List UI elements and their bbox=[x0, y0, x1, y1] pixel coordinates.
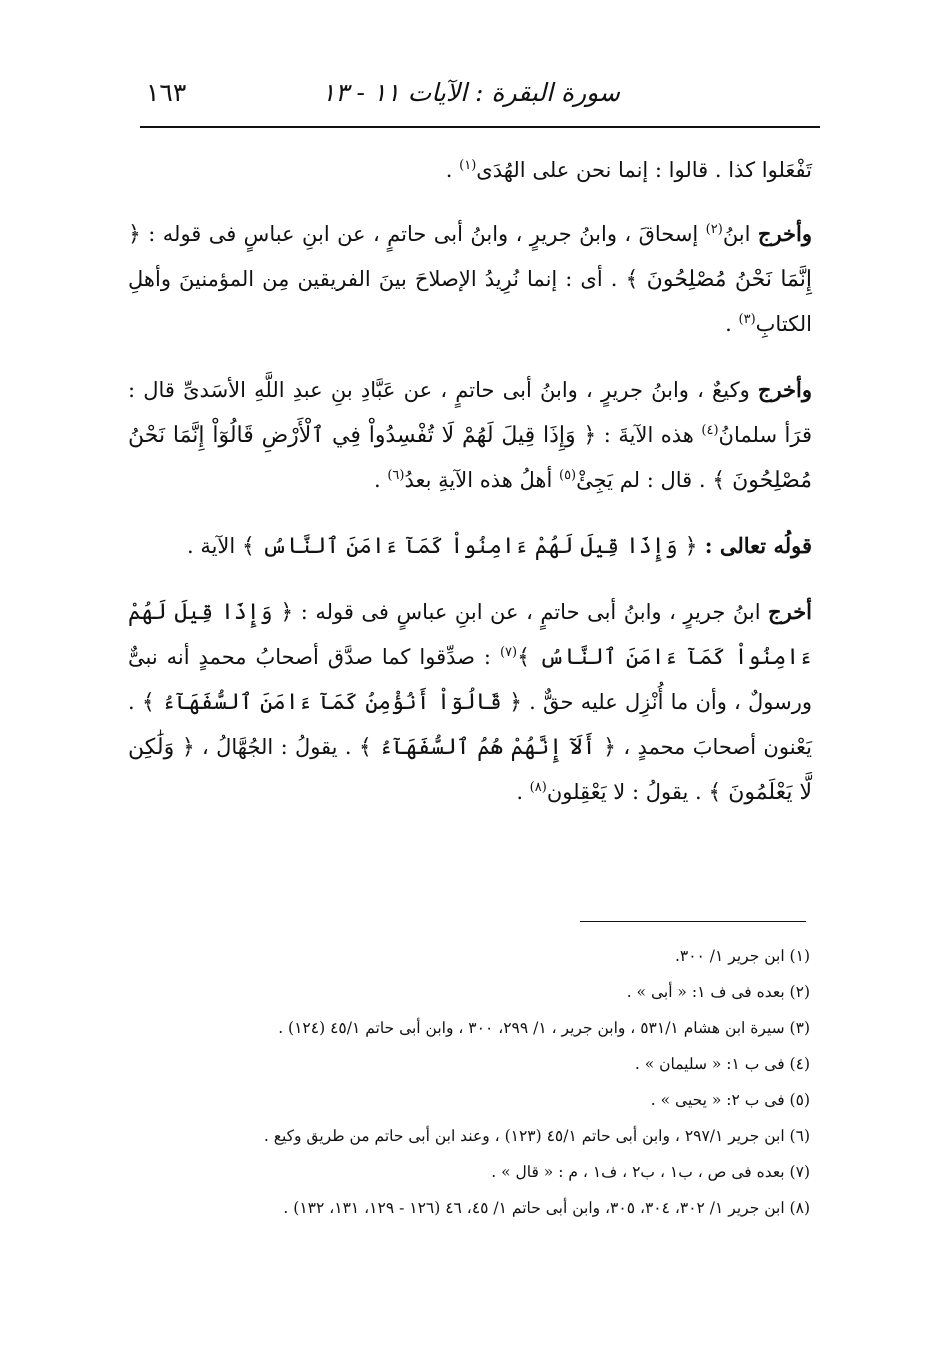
quran-verse: ﴿ أَلَآ إِنَّهُمْ هُمُ ٱلسُّفَهَآءُ ﴾ bbox=[358, 735, 617, 760]
paragraph-5-text-5: . يقولُ : لا يَعْقِلون bbox=[546, 780, 709, 804]
paragraph-3-text-5: . bbox=[373, 468, 388, 492]
footnote-ref-3: (٣) bbox=[738, 312, 756, 327]
paragraph-5 bbox=[128, 589, 812, 815]
main-text bbox=[128, 148, 812, 835]
paragraph-3-text-4: أهلُ هذه الآيةِ بعدُ bbox=[404, 468, 559, 492]
paragraph-4-text-1: الآية . bbox=[186, 534, 242, 558]
paragraph-2-text-3: . أى : إنما نُرِيدُ الإصلاحَ بينَ الفريقين مِن المؤمنينَ وأهلِ الكتابِ bbox=[128, 267, 812, 336]
paragraph-3-lead: وأخرج bbox=[757, 377, 812, 402]
footnote-ref-7: (٧) bbox=[499, 645, 518, 660]
footnote-ref-1: (١) bbox=[459, 158, 477, 173]
paragraph-3 bbox=[128, 367, 812, 503]
quran-verse: ﴿ وَإِذَا قِيلَ لَهُمْ لَا تُفْسِدُواْ فِي ٱلْأَرْضِ قَالُوٓاْ إِنَّمَا نَحْنُ مُصْلِحُونَ ﴾ bbox=[128, 423, 812, 493]
paragraph-4-lead: قولُه تعالى : bbox=[697, 533, 812, 558]
paragraph-2-text-4: . bbox=[725, 312, 739, 336]
paragraph-5-text-6: . bbox=[516, 780, 530, 804]
footnote-ref-8: (٨) bbox=[529, 780, 547, 795]
paragraph-2-text-2: إسحاقَ ، وابنُ جريرٍ ، وابنُ أبى حاتمٍ ، عن ابنِ عباسٍ فى قوله : bbox=[140, 222, 706, 246]
footnote-ref-4: (٤) bbox=[701, 423, 719, 438]
paragraph-5-lead: أخرج bbox=[768, 599, 813, 624]
footnote-item: (٦) ابن جرير ٢٩٧/١ ، وابن أبى حاتم ٤٥/١ (١٢٣) ، وعند ابن أبى حاتم من طريق وكيع . bbox=[263, 1127, 810, 1145]
footnotes-list bbox=[150, 938, 810, 1226]
footnote-ref-5: (٥) bbox=[558, 468, 577, 483]
quran-verse: ﴿ إِنَّمَا نَحْنُ مُصْلِحُونَ ﴾ bbox=[128, 222, 812, 292]
paragraph-1 bbox=[128, 148, 812, 193]
quran-verse: ﴿ وَلَٰكِن لَّا يَعْلَمُونَ ﴾ bbox=[128, 735, 812, 805]
footnote-item: (٨) ابن جرير ١/ ٣٠٢، ٣٠٤، ٣٠٥، وابن أبى حاتم ١/ ٤٥، ٤٦ (١٢٦ - ١٢٩، ١٣١، ١٣٢) . bbox=[283, 1199, 810, 1217]
paragraph-5-text-3: . يَعْنون أصحابَ محمدٍ ، bbox=[128, 690, 813, 759]
paragraph-5-text-4: . يقولُ : الجُهَّالُ ، bbox=[194, 735, 359, 759]
paragraph-1-opening: تَفْعَلوا كذا . قالوا : إنما نحن على الهُدَى bbox=[476, 158, 812, 182]
quran-verse: ﴿ قَالُوٓاْ أَنُؤْمِنُ كَمَآ ءَامَنَ ٱلسُّفَهَآءُ ﴾ bbox=[141, 690, 522, 715]
paragraph-3-text-3: . قال : لم يَجِئْ bbox=[576, 468, 713, 492]
paragraph-5-text-2: : صدِّقوا كما صدَّق أصحابُ محمدٍ أنه نبىٌّ ورسولٌ ، وأن ما أُنْزِل عليه حقٌّ . bbox=[128, 645, 812, 714]
footnote-item: (٥) فى ب ٢: « يحيى » . bbox=[650, 1091, 810, 1109]
paragraph-2 bbox=[128, 211, 812, 347]
paragraph-2-text-1: ابنُ bbox=[722, 222, 758, 246]
paragraph-5-text-1: ابنُ جريرٍ ، وابنُ أبى حاتمٍ ، عن ابنِ عباسٍ فى قوله : bbox=[293, 600, 769, 624]
header-rule bbox=[140, 126, 820, 128]
footnote-item: (٣) سيرة ابن هشام ٥٣١/١ ، وابن جرير ، ١/ ٢٩٩، ٣٠٠ ، وابن أبى حاتم ٤٥/١ (١٢٤) . bbox=[278, 1019, 810, 1037]
footnote-item: (١) ابن جرير ١/ ٣٠٠. bbox=[674, 947, 810, 965]
footnote-item: (٤) فى ب ١: « سليمان » . bbox=[634, 1055, 810, 1073]
footnote-item: (٧) بعده فى ص ، ب١ ، ب٢ ، ف١ ، م : « قال » . bbox=[491, 1163, 810, 1181]
paragraph-2-lead: وأخرج bbox=[757, 221, 812, 246]
paragraph-4 bbox=[128, 523, 812, 569]
quran-verse: ﴿ وَإِذَا قِيلَ لَهُمْ ءَامِنُواْ كَمَآ ءَامَنَ ٱلنَّاسُ ﴾ bbox=[128, 600, 812, 670]
footnote-ref-6: (٦) bbox=[387, 468, 405, 483]
paragraph-1-closing: . bbox=[445, 158, 460, 182]
footnote-ref-2: (٢) bbox=[705, 222, 723, 237]
footnote-separator bbox=[580, 921, 806, 922]
page-number: ١٦٣ bbox=[146, 78, 187, 107]
quran-verse: ﴿ وَإِذَا قِيلَ لَهُمْ ءَامِنُواْ كَمَآ ءَامَنَ ٱلنَّاسُ ﴾ bbox=[241, 534, 698, 559]
paragraph-3-text-1: وكيعٌ ، وابنُ جريرٍ ، وابنُ أبى حاتمٍ ، عن عَبَّادِ بنِ عبدِ اللَّهِ الأسَدىِّ قال : قرَأ سلمانُ bbox=[128, 378, 812, 447]
paragraph-3-text-2: هذه الآيةَ : bbox=[596, 423, 702, 447]
footnote-item: (٢) بعده فى ف ١: « أبى » . bbox=[626, 983, 810, 1001]
running-title: سورة البقرة : الآيات ١١ - ١٣ bbox=[321, 78, 620, 107]
page-header bbox=[140, 72, 820, 122]
